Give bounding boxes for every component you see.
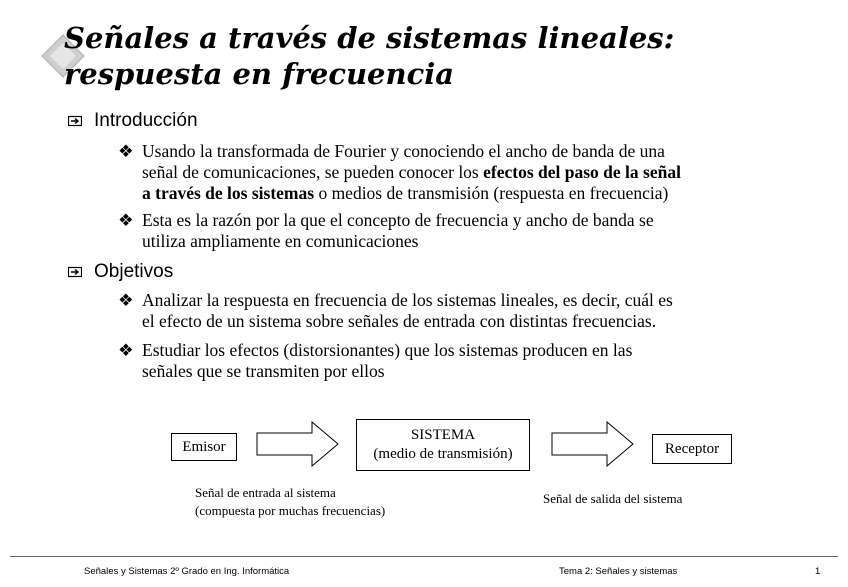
title-line-2: respuesta en frecuencia — [64, 57, 455, 91]
bullet-text-line — [142, 162, 818, 183]
bold-text-span: efectos del paso de la señal — [483, 162, 681, 182]
footer-divider — [10, 556, 838, 557]
caption-line: Señal de salida del sistema — [543, 491, 683, 506]
arrow-box-bullet-icon — [68, 266, 82, 278]
section-heading: Introducción — [94, 110, 198, 131]
sistema-sublabel: (medio de transmisión) — [373, 446, 513, 462]
slide-title — [64, 20, 824, 92]
diamond-bullet-icon: ❖ — [118, 340, 134, 360]
text-span: señal de comunicaciones, se pueden conocer los — [142, 162, 484, 182]
arrow-right-icon — [256, 421, 340, 467]
caption-line: Señal de entrada al sistema — [195, 485, 336, 500]
title-line-1: Señales a través de sistemas lineales: — [64, 21, 675, 55]
diamond-bullet-icon: ❖ — [118, 210, 134, 230]
text-span: o medios de transmisión (respuesta en frecuencia) — [314, 183, 669, 203]
receptor-box — [652, 434, 732, 464]
arrow-box-bullet-icon — [68, 115, 82, 127]
section-objetivos — [68, 261, 173, 283]
bullet-item — [118, 141, 818, 204]
footer-course: Señales y Sistemas 2º Grado en Ing. Informática — [84, 566, 290, 577]
bullet-item — [118, 340, 818, 382]
bullet-text-line: Esta es la razón por la que el concepto de frecuencia y ancho de banda se — [142, 210, 654, 230]
bullet-item — [118, 290, 818, 332]
bullet-item — [118, 210, 818, 252]
bullet-text-line: utiliza ampliamente en comunicaciones — [142, 231, 419, 251]
input-signal-caption — [195, 484, 385, 520]
emisor-box — [171, 433, 237, 461]
bullet-text-line: Analizar la respuesta en frecuencia de los sistemas lineales, es decir, cuál es — [142, 290, 673, 310]
caption-line: (compuesta por muchas frecuencias) — [195, 503, 386, 518]
sistema-label: SISTEMA — [410, 427, 476, 443]
bullet-text-line — [142, 183, 818, 204]
bullet-text-line: señales que se transmiten por ellos — [142, 361, 385, 381]
section-introduccion — [68, 110, 198, 132]
diamond-bullet-icon: ❖ — [118, 141, 134, 161]
footer-topic: Tema 2: Señales y sistemas — [559, 566, 678, 577]
receptor-label: Receptor — [664, 441, 720, 457]
bullet-text-line: Usando la transformada de Fourier y conociendo el ancho de banda de una — [142, 141, 665, 161]
bullet-text-line: Estudiar los efectos (distorsionantes) que los sistemas producen en las — [142, 340, 633, 360]
section-heading: Objetivos — [94, 261, 174, 282]
arrow-right-icon — [551, 421, 635, 467]
sistema-box — [356, 419, 530, 471]
diamond-bullet-icon: ❖ — [118, 290, 134, 310]
page-number: 1 — [815, 566, 821, 577]
emisor-label: Emisor — [182, 439, 226, 455]
output-signal-caption — [543, 490, 682, 508]
bullet-text-line: el efecto de un sistema sobre señales de entrada con distintas frecuencias. — [142, 311, 657, 331]
bold-text-span: a través de los sistemas — [142, 183, 315, 203]
